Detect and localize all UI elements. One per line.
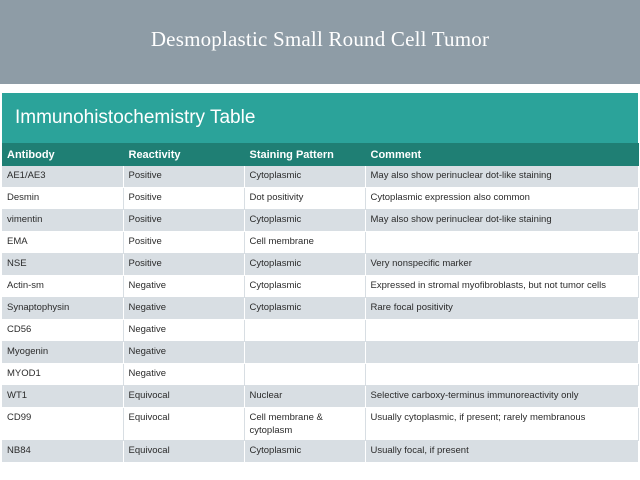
staining-cell	[244, 364, 365, 386]
comment-cell: Selective carboxy-terminus immunoreactivity only	[365, 386, 638, 408]
comment-cell	[365, 320, 638, 342]
staining-cell: Cytoplasmic	[244, 166, 365, 188]
column-header-staining-pattern: Staining Pattern	[244, 143, 365, 166]
reactivity-cell: Positive	[123, 188, 244, 210]
table-row	[2, 408, 638, 441]
table-row	[2, 276, 638, 298]
reactivity-cell: Negative	[123, 342, 244, 364]
table-header-row	[2, 143, 638, 166]
card-title: Immunohistochemistry Table	[15, 107, 256, 128]
column-header-reactivity: Reactivity	[123, 143, 244, 166]
table-row	[2, 188, 638, 210]
reactivity-cell: Negative	[123, 276, 244, 298]
table-body	[2, 166, 638, 463]
antibody-cell: NSE	[2, 254, 123, 276]
staining-cell: Nuclear	[244, 386, 365, 408]
table-row	[2, 210, 638, 232]
comment-cell: Expressed in stromal myofibroblasts, but not tumor cells	[365, 276, 638, 298]
antibody-cell: MYOD1	[2, 364, 123, 386]
table-row	[2, 342, 638, 364]
comment-cell	[365, 342, 638, 364]
antibody-cell: EMA	[2, 232, 123, 254]
antibody-cell: Myogenin	[2, 342, 123, 364]
column-header-antibody: Antibody	[2, 143, 123, 166]
staining-cell: Cytoplasmic	[244, 254, 365, 276]
staining-cell	[244, 342, 365, 364]
antibody-cell: Synaptophysin	[2, 298, 123, 320]
table-row	[2, 166, 638, 188]
reactivity-cell: Equivocal	[123, 408, 244, 441]
staining-cell: Cytoplasmic	[244, 210, 365, 232]
table-row	[2, 298, 638, 320]
comment-cell: Usually cytoplasmic, if present; rarely membranous	[365, 408, 638, 441]
table-row	[2, 254, 638, 276]
antibody-cell: WT1	[2, 386, 123, 408]
comment-cell: Very nonspecific marker	[365, 254, 638, 276]
comment-cell	[365, 232, 638, 254]
antibody-cell: CD99	[2, 408, 123, 441]
reactivity-cell: Positive	[123, 210, 244, 232]
staining-cell: Cell membrane & cytoplasm	[244, 408, 365, 441]
staining-cell: Cytoplasmic	[244, 298, 365, 320]
comment-cell: Usually focal, if present	[365, 441, 638, 463]
staining-cell	[244, 320, 365, 342]
ihc-card	[2, 93, 638, 480]
table-row	[2, 386, 638, 408]
page-title: Desmoplastic Small Round Cell Tumor	[150, 26, 490, 51]
reactivity-cell: Negative	[123, 320, 244, 342]
antibody-cell: CD56	[2, 320, 123, 342]
reactivity-cell: Positive	[123, 254, 244, 276]
comment-cell: May also show perinuclear dot-like staining	[365, 166, 638, 188]
antibody-cell: Desmin	[2, 188, 123, 210]
reactivity-cell: Negative	[123, 364, 244, 386]
reactivity-cell: Equivocal	[123, 386, 244, 408]
comment-cell: May also show perinuclear dot-like staining	[365, 210, 638, 232]
reactivity-cell: Positive	[123, 232, 244, 254]
column-header-comment: Comment	[365, 143, 638, 166]
table-row	[2, 232, 638, 254]
reactivity-cell: Positive	[123, 166, 244, 188]
comment-cell	[365, 364, 638, 386]
antibody-cell: AE1/AE3	[2, 166, 123, 188]
card-header	[2, 93, 638, 143]
ihc-table	[2, 143, 639, 463]
table-row	[2, 441, 638, 463]
comment-cell: Rare focal positivity	[365, 298, 638, 320]
staining-cell: Dot positivity	[244, 188, 365, 210]
staining-cell: Cell membrane	[244, 232, 365, 254]
reactivity-cell: Negative	[123, 298, 244, 320]
staining-cell: Cytoplasmic	[244, 276, 365, 298]
antibody-cell: Actin-sm	[2, 276, 123, 298]
reactivity-cell: Equivocal	[123, 441, 244, 463]
table-row	[2, 320, 638, 342]
table-row	[2, 364, 638, 386]
antibody-cell: NB84	[2, 441, 123, 463]
title-banner	[0, 0, 640, 84]
antibody-cell: vimentin	[2, 210, 123, 232]
staining-cell: Cytoplasmic	[244, 441, 365, 463]
comment-cell: Cytoplasmic expression also common	[365, 188, 638, 210]
